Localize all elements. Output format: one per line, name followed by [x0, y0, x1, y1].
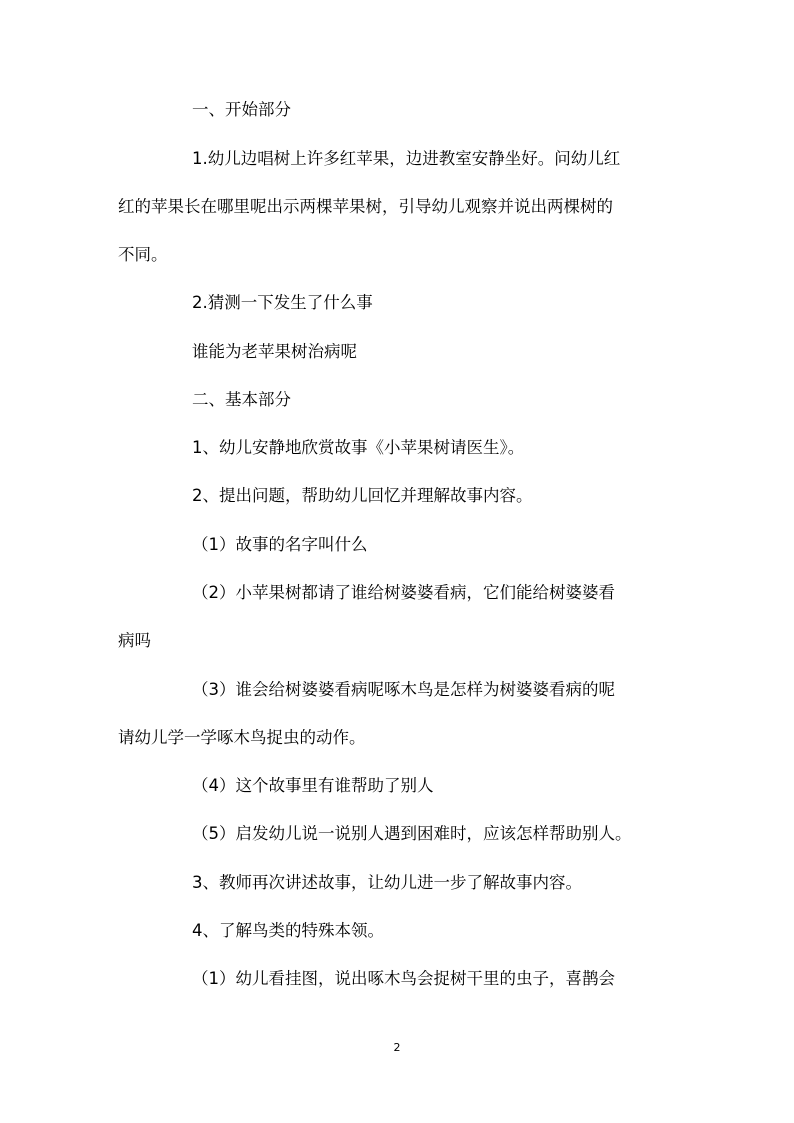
- section-heading-basic: 二、基本部分: [192, 390, 291, 409]
- paragraph-line: （2）小苹果树都请了谁给树婆婆看病，它们能给树婆婆看: [192, 583, 615, 602]
- paragraph-line: 不同。: [118, 245, 168, 264]
- paragraph-line: （1）幼儿看挂图，说出啄木鸟会捉树干里的虫子，喜鹊会: [192, 969, 615, 988]
- paragraph-line: （1）故事的名字叫什么: [192, 535, 368, 554]
- paragraph-line: 4、了解鸟类的特殊本领。: [192, 921, 384, 940]
- paragraph-line: （5）启发幼儿说一说别人遇到困难时，应该怎样帮助别人。: [192, 824, 632, 843]
- page-number: 2: [393, 1041, 401, 1054]
- paragraph-line: 红的苹果长在哪里呢出示两棵苹果树，引导幼儿观察并说出两棵树的: [118, 197, 613, 216]
- paragraph-line: 谁能为老苹果树治病呢: [192, 342, 357, 361]
- paragraph-line: （4）这个故事里有谁帮助了别人: [192, 776, 434, 795]
- paragraph-line: 请幼儿学一学啄木鸟捉虫的动作。: [118, 728, 366, 747]
- paragraph-line: 2、提出问题，帮助幼儿回忆并理解故事内容。: [192, 486, 533, 505]
- paragraph-line: 2.猜测一下发生了什么事: [192, 293, 373, 312]
- paragraph-line: （3）谁会给树婆婆看病呢啄木鸟是怎样为树婆婆看病的呢: [192, 680, 615, 699]
- section-heading-start: 一、开始部分: [192, 100, 291, 119]
- paragraph-line: 病吗: [118, 631, 151, 650]
- paragraph-line: 3、教师再次讲述故事，让幼儿进一步了解故事内容。: [192, 873, 582, 892]
- paragraph-line: 1.幼儿边唱树上许多红苹果，边进教室安静坐好。问幼儿红: [192, 149, 621, 168]
- paragraph-line: 1、幼儿安静地欣赏故事《小苹果树请医生》。: [192, 438, 525, 457]
